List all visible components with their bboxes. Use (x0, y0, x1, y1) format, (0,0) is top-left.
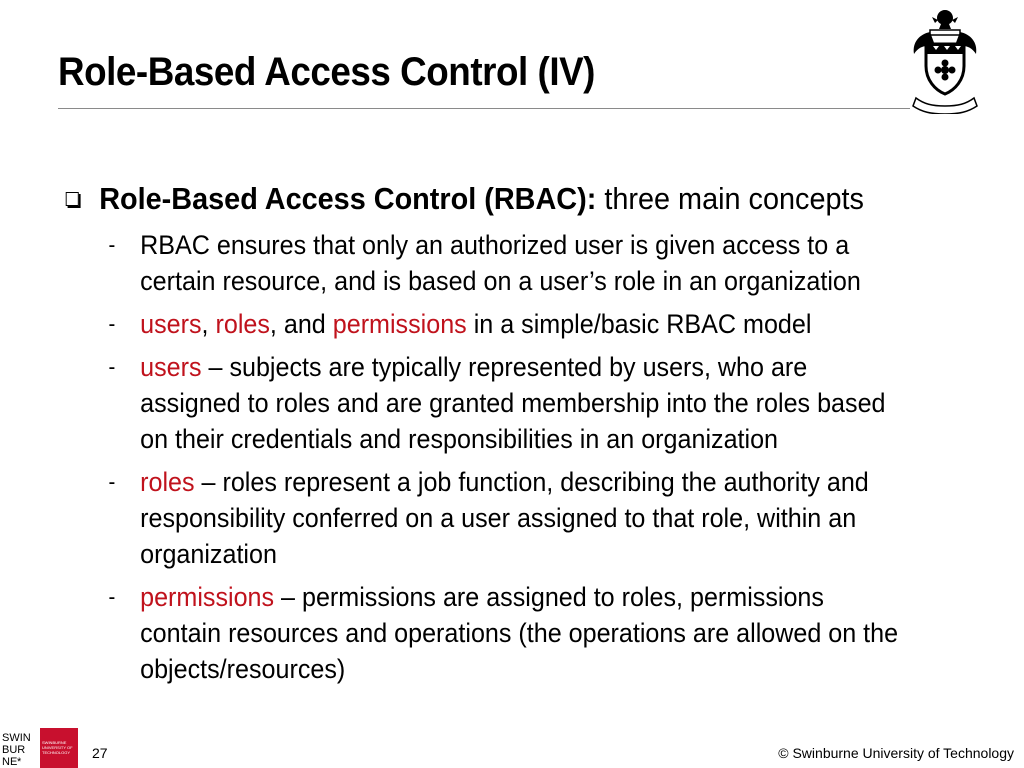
term-users: users (140, 352, 202, 383)
term-users: users (140, 309, 202, 340)
dash-bullet: - (108, 232, 116, 258)
dash-bullet: - (108, 584, 116, 610)
checkbox-bullet-icon (66, 192, 79, 206)
svg-text:*: * (17, 756, 22, 768)
sub-bullet-text: certain resource, and is based on a user’s role in an organization (140, 266, 861, 297)
term-permissions: permissions (140, 582, 275, 613)
svg-text:NE: NE (2, 756, 18, 768)
sub-bullet-concepts (62, 306, 936, 342)
sub-bullet-text: – roles represent a job function, describing the authority and (194, 467, 869, 498)
sub-bullet-text: contain resources and operations (the operations are allowed on the (140, 618, 899, 649)
sub-bullet-text: , and (269, 309, 333, 340)
page-number: 27 (92, 745, 108, 761)
sub-bullet-text: responsibility conferred on a user assigned to that role, within an (140, 503, 857, 534)
sub-bullet-text: – permissions are assigned to roles, permissions (274, 582, 824, 613)
sub-bullet-text: , (201, 309, 216, 340)
main-bullet-text: three main concepts (596, 181, 864, 216)
copyright-text: © Swinburne University of Technology (778, 745, 1014, 761)
svg-text:BUR: BUR (2, 744, 26, 756)
svg-text:SWINBURNE: SWINBURNE (42, 740, 67, 745)
term-permissions: permissions (332, 309, 467, 340)
sub-bullet-text: organization (140, 539, 277, 570)
sub-bullet-rbac (62, 227, 936, 299)
sub-bullet-users (62, 349, 936, 457)
sub-bullet-roles (62, 464, 936, 572)
dash-bullet: - (108, 469, 116, 495)
sub-bullet-text: in a simple/basic RBAC model (466, 309, 812, 340)
svg-text:SWIN: SWIN (2, 732, 31, 744)
swinburne-logo-icon (0, 728, 80, 768)
term-roles: roles (215, 309, 270, 340)
title-divider (58, 108, 910, 109)
dash-bullet: - (108, 311, 116, 337)
slide-title: Role-Based Access Control (IV) (58, 50, 595, 94)
svg-text:UNIVERSITY OF: UNIVERSITY OF (42, 745, 73, 750)
main-bullet-heading: Role-Based Access Control (RBAC): (99, 181, 597, 216)
main-bullet (62, 180, 936, 217)
sub-bullet-text: – subjects are typically represented by users, who are (201, 352, 808, 383)
sub-bullet-text: assigned to roles and are granted membership into the roles based (140, 388, 886, 419)
sub-bullet-text: on their credentials and responsibilities in an organization (140, 424, 779, 455)
sub-bullet-permissions (62, 579, 936, 687)
university-crest-icon (908, 6, 982, 114)
sub-bullet-text: objects/resources) (140, 654, 346, 685)
sub-bullet-text: RBAC ensures that only an authorized user is given access to a (140, 230, 850, 261)
dash-bullet: - (108, 354, 116, 380)
svg-text:TECHNOLOGY: TECHNOLOGY (42, 750, 71, 755)
term-roles: roles (140, 467, 195, 498)
slide-content (62, 180, 936, 694)
